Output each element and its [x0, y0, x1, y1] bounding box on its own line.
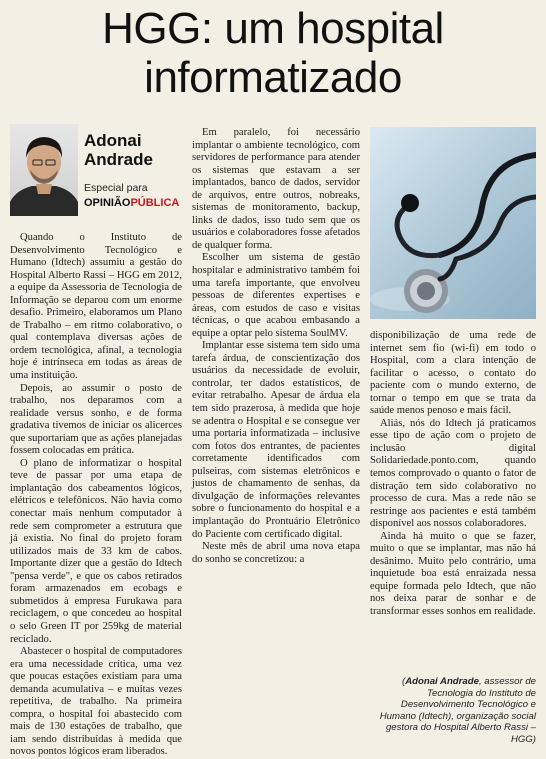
article-paragraph: disponibilização de uma rede de internet sem fio (wi-fi) em todo o Hospital, com a clara intenção de facilitar o acesso, o contato do paciente com o mundo externo, de tornar o tempo em que se trata da saúde menos penoso e mais fácil. — [370, 330, 536, 417]
publication-name-part-1: OPINIÃO — [84, 197, 131, 209]
article-column-3 — [370, 330, 536, 619]
especial-label: Especial para — [84, 182, 148, 194]
headline-line-1: HGG: um hospital — [102, 4, 444, 53]
article-column-2 — [192, 127, 360, 566]
article-paragraph: Em paralelo, foi necessário implantar o ambiente tecnológico, com servidores de performance para atender os sistemas que estavam a ser implantados, banco de dados, servidor de arquivos, entre outros, nobreaks, sistemas de monitoramento, backup, links de dados, isso tudo sem que os usuários e colaboradores fosse afetados de qualquer forma. — [192, 127, 360, 251]
article-paragraph: O plano de informatizar o hospital teve de passar por uma etapa de implantação dos cabeamentos lógicos, elétricos e telefônicos. Não havia como conectar mais nenhum computador à rede sem comprometer a estrutura que já existia. No final do projeto foram utilizados mais de 33 km de cabos. Importante dizer que a gestão do Idtech "pensa verde", e que os cabos retirados foram armazenados em ecobags e submetidos à empresa Furukawa para reciclagem, o que concedeu ao hospital o selo Green IT por 259kg de material reciclado. — [10, 457, 182, 645]
article-paragraph: Escolher um sistema de gestão hospitalar e administrativo também foi uma tarefa importante, que envolveu pessoas de diferentes expertises e áreas, com estudos de caso e visitas técnicas, o que acabou embasando a equipe a optar pelo sistema SoulMV. — [192, 252, 360, 339]
author-box — [10, 124, 180, 216]
publication-name-part-2: PÚBLICA — [130, 197, 180, 209]
article-paragraph: Aliás, nós do Idtech já praticamos esse tipo de ação com o projeto de inclusão digital Solidariedade.ponto.com, quando temos comprovado o quanto o fator de distração tem sido colaborativo no processo de cura. Mas a rede não se restringe aos pacientes e está também disponível aos nossos colaboradores. — [370, 417, 536, 530]
author-first-name: Adonai — [84, 131, 142, 150]
article-paragraph: Depois, ao assumir o posto de trabalho, nos deparamos com a realidade versus sonho, e de forma gradativa tivemos de iniciar os alicerces que suportariam que as ações planejadas fossem colocadas em prática. — [10, 382, 182, 457]
article-paragraph: Implantar esse sistema tem sido uma tarefa árdua, de conscientização dos usuários da necessidade de evoluir, controlar, ter dados estatísticos, de evitar retrabalho. Apesar de árdua ela tem sido prazerosa, à medida que hoje se adentra o Hospital e se consegue ver uma portaria informatizada – inclusive com fotos dos entrantes, de pacientes corretamente identificados com pulseiras, com sistemas eletrônicos e justos de chamamento de senhas, da divulgação de informações relevantes sobre o funcionamento do hospital e a implantação do Prontuário Eletrônico do Paciente com certificado digital. — [192, 340, 360, 540]
article-paragraph: Ainda há muito o que se fazer, muito o que se implantar, mas não há desânimo. Muito pelo contrário, uma inquietude boa está enraizada nessa equipe formada pelo Idtech, que não nos deixa parar de sonhar e de transformar esses sonhos em realidade. — [370, 530, 536, 618]
credit-open-paren: ( — [402, 676, 406, 687]
article-paragraph: Neste mês de abril uma nova etapa do sonho se concretizou: a — [192, 541, 360, 565]
author-last-name: Andrade — [84, 150, 153, 169]
author-portrait-icon — [10, 124, 78, 216]
credit-author-name: Adonai Andrade — [405, 676, 479, 687]
author-name — [84, 131, 184, 169]
article-paragraph: Abastecer o hospital de computadores era uma necessidade crítica, uma vez que poucas estações existiam para uma demanda acumulativa – e muitas vezes repetitiva, de trabalho. Na primeira compra, o hospital foi abastecido com mais de 130 estações de trabalho, que iam sendo distribuídas à medida que novos pontos lógicos eram liberados. — [10, 646, 182, 758]
article-paragraph: Quando o Instituto de Desenvolvimento Tecnológico e Humano (Idtech) assumiu a gestão do Hospital Alberto Rassi – HGG em 2012, a equipe da Assessoria de Tecnologia de Informação se deparou com um enorme desafio. Primeiro, elaboramos um Plano de Trabalho – em ritmo colaborativo, o qual contemplava diversas ações de ordem tecnológica, afinal, a tecnologia hoje é intrínseca em todas as áreas de uma instituição. — [10, 232, 182, 382]
headline — [0, 4, 546, 102]
publication-name — [84, 197, 179, 209]
author-credit — [370, 676, 536, 745]
headline-line-2: informatizado — [144, 53, 402, 102]
credit-details: , assessor de Tecnologia do Instituto de Desenvolvimento Tecnológico e Humano (Idtech), organização social gestora do Hospital Alberto Rassi – HGG) — [379, 676, 536, 745]
stethoscope-icon — [370, 127, 536, 319]
avatar — [10, 124, 78, 216]
stethoscope-photo — [370, 127, 536, 319]
article-column-1 — [10, 232, 182, 759]
